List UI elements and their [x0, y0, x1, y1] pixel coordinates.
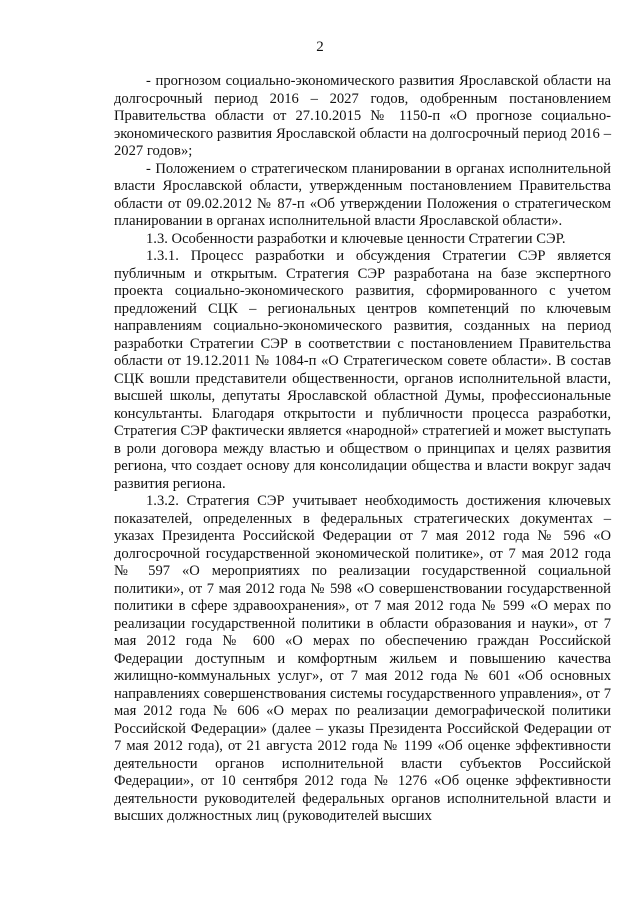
page-number: 2 [316, 39, 324, 55]
paragraph-forecast-reference: - прогнозом социально-экономического развития Ярославской области на долгосрочный период 2016 – 2027 годов, одобренным постановлением Правительства области от 27.10.2015 № 1150-п «О прогнозе социально-экономического развития Ярославской области на долгосрочный период 2016 – 2027 годов»; [114, 73, 611, 159]
paragraph-1-3-1: 1.3.1. Процесс разработки и обсуждения Стратегии СЭР является публичным и открытым. Стратегия СЭР разработана на базе экспертного проекта социально-экономического развития, сформированного с учетом предложений СЦК – региональных центров компетенций по ключевым направлениям социально-экономического развития, созданных на период разработки Стратегии СЭР в соответствии с постановлением Правительства области от 19.12.2011 № 1084-п «О Стратегическом совете области». В состав СЦК вошли представители общественности, органов исполнительной власти, высшей школы, депутаты Ярославской областной Думы, профессиональные консультанты. Благодаря открытости и публичности процесса разработки, Стратегия СЭР фактически является «народной» стратегией и может выступать в роли договора между властью и обществом о принципах и целях развития региона, что создает основу для консолидации общества и власти вокруг задач развития региона. [114, 248, 611, 492]
paragraph-1-3-2: 1.3.2. Стратегия СЭР учитывает необходимость достижения ключевых показателей, определенных в федеральных стратегических документах – указах Президента Российской Федерации от 7 мая 2012 года № 596 «О долгосрочной государственной экономической политике», от 7 мая 2012 года № 597 «О мероприятиях по реализации государственной социальной политики», от 7 мая 2012 года № 598 «О совершенствовании государственной политики в сфере здравоохранения», от 7 мая 2012 года № 599 «О мерах по реализации государственной политики в области образования и науки», от 7 мая 2012 года № 600 «О мерах по обеспечению граждан Российской Федерации доступным и комфортным жильем и повышению качества жилищно-коммунальных услуг», от 7 мая 2012 года № 601 «Об основных направлениях совершенствования системы государственного управления», от 7 мая 2012 года № 606 «О мерах по реализации демографической политики Российской Федерации» (далее – указы Президента Российской Федерации от 7 мая 2012 года), от 21 августа 2012 года № 1199 «Об оценке эффективности деятельности органов исполнительной власти субъектов Российской Федерации», от 10 сентября 2012 года № 1276 «Об оценке эффективности деятельности руководителей федеральных органов исполнительной власти и высших должностных лиц (руководителей высших [114, 493, 611, 824]
paragraph-planning-regulation: - Положением о стратегическом планировании в органах исполнительной власти Ярославской области, утвержденным постановлением Правительства области от 09.02.2012 № 87-п «Об утверждении Положения о стратегическом планировании в органах исполнительной власти Ярославской области». [114, 160, 611, 229]
section-heading-1-3: 1.3. Особенности разработки и ключевые ценности Стратегии СЭР. [146, 230, 566, 247]
document-body [114, 73, 611, 826]
